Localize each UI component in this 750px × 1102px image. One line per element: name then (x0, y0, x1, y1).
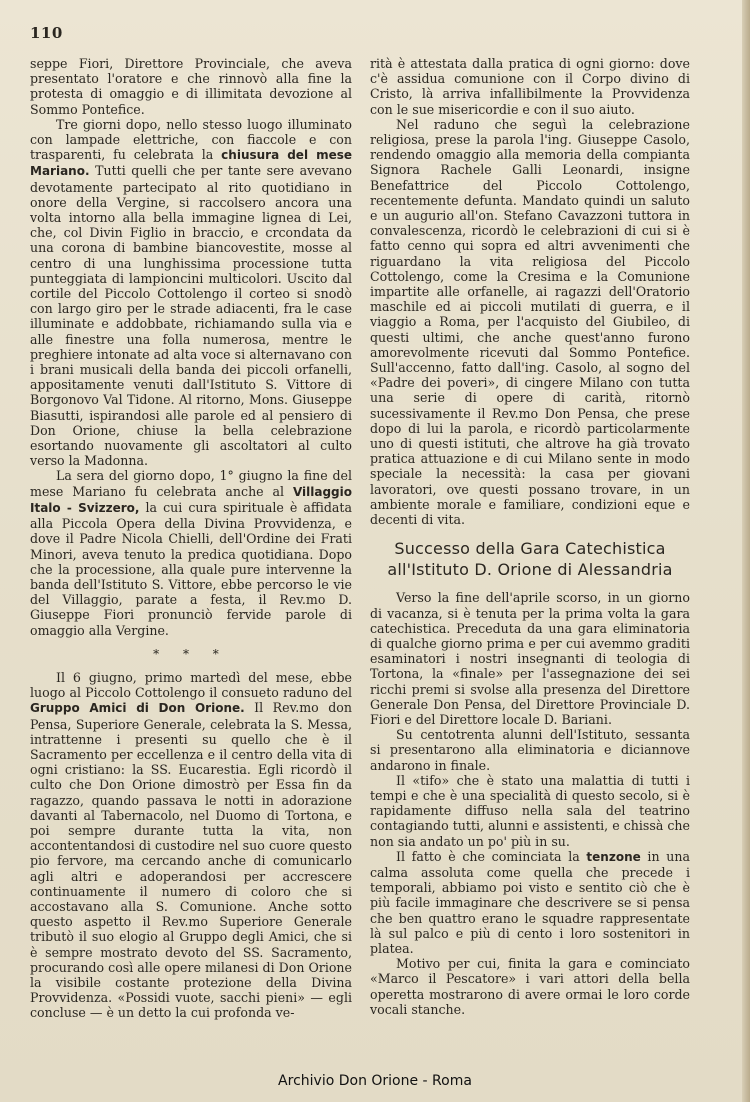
section-separator: * * * (153, 646, 229, 661)
section-heading (370, 538, 690, 580)
heading-line: all'Istituto D. Orione di Alessandria (387, 560, 673, 580)
page-number: 110 (30, 24, 63, 42)
paragraph: seppe Fiori, Direttore Provinciale, che aveva presentato l'oratore e che rinnovò alla fine la protesta di omaggio e di illimitata devozione al Sommo Pontefice. (30, 56, 352, 117)
archive-footer: Archivio Don Orione - Roma (278, 1073, 472, 1089)
right-column (370, 56, 690, 1017)
page-edge-shadow (742, 0, 750, 1102)
bold-phrase: Villaggio Italo - Svizzero, (30, 484, 352, 515)
text-run: la cui cura spirituale è affidata alla Piccola Opera della Divina Provvidenza, e dove il Padre Nicola Chielli, dell'Ordine dei Frati Minori, aveva tenuto la predica quotidiana. Dopo che la processione, alla quale pure intervenne la banda dell'Istituto S. Vittore, ebbe percorso le vie del Villaggio, parate a festa, il Rev.mo D. Giuseppe Fiori pronunciò fervide parole di omaggio alla Vergine. (30, 499, 352, 638)
text-run: Il 6 giugno, primo martedì del mese, ebbe luogo al Piccolo Cottolengo il consueto raduno del (30, 669, 352, 701)
paragraph: Il «tifo» che è stato una malattia di tutti i tempi e che è una specialità di questo secolo, si è rapidamente diffuso nella sala del teatrino contagiando tutti, alunni e assistenti, e chissà che non sia andato un po' più in su. (370, 772, 690, 849)
paragraph: Nel raduno che seguì la celebrazione religiosa, prese la parola l'ing. Giuseppe Casolo, rendendo omaggio alla memoria della compianta Signora Rachele Galli Leonardi, insigne Benefattrice del Piccolo Cottolengo, recentemente defunta. Mandato quindi un saluto e un augurio all'on. Stefano Cavazzoni tuttora in convalescenza, ricordò le celebrazioni di cui si è fatto cenno qui sopra ed altri avvenimenti che riguardano la vita religiosa del Piccolo Cottolengo, come la Cresima e la Comunione impartite alle orfanelle, ai ragazzi dell'Oratorio maschile ed ai piccoli mutilati di guerra, e il viaggio a Roma, per l'acquisto del Giubileo, di questi ultimi, che anche quest'anno furono amorevolmente ricevuti dal Sommo Pontefice. Sull'accenno, fatto dall'ing. Casolo, al sogno del «Padre dei poveri», di cingere Milano con tutta una serie di opere di carità, ritornò sucessivamente il Rev.mo Don Pensa, che prese dopo di lui la parola, e ricordò particolarmente uno di questi istituti, che altrove ha già trovato pratica attuazione e di cui Milano sente in modo speciale la necessità: la casa per giovani lavoratori, ove questi possano trovare, in un ambiente morale e familiare, condizioni eque e decenti di vita. (370, 116, 690, 528)
paragraph: Su centotrenta alunni dell'Istituto, sessanta si presentarono alla eliminatoria e diciannove andarono in finale. (370, 727, 690, 773)
paragraph (30, 670, 352, 1021)
text-run: Il Rev.mo don Pensa, Superiore Generale, celebrata la S. Messa, intrattenne i presenti su quello che è il Sacramento per eccellenza e il centro della vita di ogni cristiano: la SS. Eucarestia. Egli ricordò il culto che Don Orione dimostrò per Essa fin da ragazzo, quando passava le notti in adorazione davanti al Tabernacolo, nel Duomo di Tortona, e poi sempre durante tutta la vita, non accontentandosi di custodire nel suo cuore questo pio fervore, ma cercando anche di comunicarlo agli altri e adoperandosi per accrescere continuamente il numero di coloro che si accostavano alla S. Comunione. Anche sotto questo aspetto il Rev.mo Superiore Generale tributò il suo elogio al Gruppo degli Amici, che si è sempre mostrato devoto del SS. Sacramento, procurando così alle opere milanesi di Don Orione la visibile costante protezione della Divina Provvidenza. «Possidi vuote, sacchi pieni» — egli concluse — è un detto la cui profonda ve- (30, 700, 352, 1021)
text-run: in una calma assoluta come quella che precede i temporali, abbiamo poi visto e sentito ciò che è più facile immaginare che descrivere se si pensa che ben quattro erano le squadre rappresentate là sul palco e più di cento i loro sostenitori in platea. (370, 848, 690, 956)
bold-phrase: Gruppo Amici di Don Orione. (30, 701, 245, 716)
text-run: Tutti quelli che per tante sere avevano devotamente partecipato al rito quotidiano in onore della Vergine, si raccolsero ancora una volta intorno alla bella immagine lignea di Lei, che, col Divin Figlio in braccio, e crcondata da una corona di bambine biancovestite, mosse al centro di una lunghissima processione tutta punteggiata di lampioncini multicolori. Uscito dal cortile del Piccolo Cottolengo il corteo si snodò con largo giro per le strade adiacenti, fra le case illuminate e addobbate, richiamando sulla via e alle finestre una folla numerosa, mentre le preghiere intonate ad alta voce si alternavano con i brani musicali della banda dei piccoli orfanelli, appositamente venuti dall'Istituto S. Vittore di Borgonovo Val Tidone. Al ritorno, Mons. Giuseppe Biasutti, ispirandosi alle parole ed al pensiero di Don Orione, chiuse la bella celebrazione esortando nuovamente gli ascoltatori al culto verso la Madonna. (30, 163, 352, 469)
paragraph (30, 117, 352, 469)
heading-line: Successo della Gara Catechistica (394, 539, 666, 559)
bold-phrase: chiusura del mese Mariano. (30, 148, 353, 179)
paragraph (370, 849, 690, 956)
left-column (30, 56, 352, 1021)
bold-phrase: tenzone (586, 849, 641, 864)
paragraph: Motivo per cui, finita la gara e cominciato «Marco il Pescatore» i vari attori della bella operetta mostrarono di avere ormai le loro corde vocali stanche. (370, 956, 690, 1017)
paragraph (30, 468, 352, 637)
paragraph: rità è attestata dalla pratica di ogni giorno: dove c'è assidua comunione con il Corpo divino di Cristo, là arriva infallibilmente la Provvidenza con le sue misericordie e con il suo aiuto. (370, 56, 690, 117)
text-run: La sera del giorno dopo, 1° giugno la fine del mese Mariano fu celebrata anche al (30, 468, 352, 499)
text-run: Tre giorni dopo, nello stesso luogo illuminato con lampade elettriche, con fiaccole e con trasparenti, fu celebrata la (30, 116, 352, 163)
text-run: Il fatto è che cominciata la (396, 848, 587, 864)
paragraph: Verso la fine dell'aprile scorso, in un giorno di vacanza, si è tenuta per la prima volta la gara catechistica. Preceduta da una gara eliminatoria di qualche giorno prima e per cui avemmo graditi esaminatori i nostri insegnanti di teologia di Tortona, la «finale» per l'assegnazione dei sei ricchi premi si svolse alla presenza del Direttore Generale Don Pensa, del Direttore Provinciale D. Fiori e del Direttore locale D. Bariani. (370, 590, 690, 727)
